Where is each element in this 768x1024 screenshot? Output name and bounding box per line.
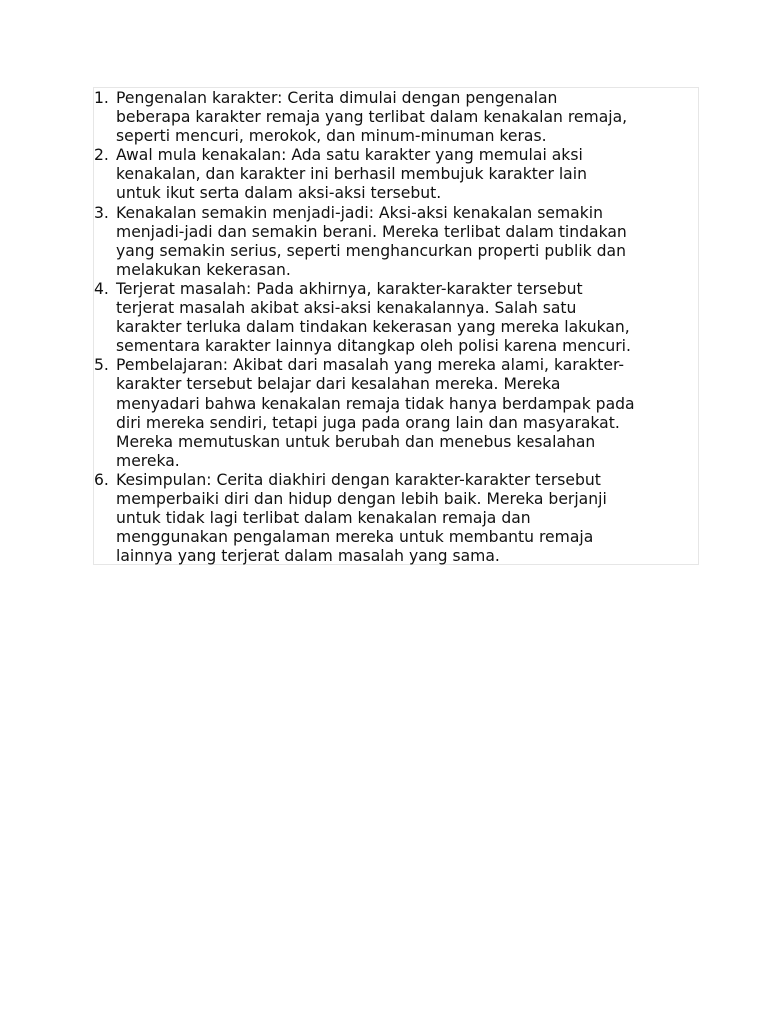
list-item-line: Mereka memutuskan untuk berubah dan menebus kesalahan [116,432,596,451]
list-item-line: Awal mula kenakalan: Ada satu karakter yang memulai aksi [116,146,583,165]
list-item-line: lainnya yang terjerat dalam masalah yang sama. [116,547,500,566]
list-item-line: sementara karakter lainnya ditangkap oleh polisi karena mencuri. [116,337,631,356]
list-item-line: mereka. [116,451,180,470]
list-item-line: menggunakan pengalaman mereka untuk membantu remaja [116,528,594,547]
list-item [94,471,700,566]
list-item [94,280,700,356]
list-item-line: memperbaiki diri dan hidup dengan lebih baik. Mereka berjanji [116,489,607,508]
list-item [94,204,700,280]
list-item-number: 6. [94,470,109,489]
list-item-number: 1. [94,89,109,107]
text-block [93,87,699,565]
list-item [94,89,700,146]
list-item-line: Kesimpulan: Cerita diakhiri dengan karakter-karakter tersebut [116,470,601,489]
list-item-line: melakukan kekerasan. [116,260,291,279]
list-item-line: menyadari bahwa kenakalan remaja tidak hanya berdampak pada [116,394,635,413]
list-item-number: 5. [94,356,109,375]
list-item-line: Pengenalan karakter: Cerita dimulai dengan pengenalan [116,89,558,107]
list-item-line: Pembelajaran: Akibat dari masalah yang mereka alami, karakter- [116,356,624,375]
list-item-line: Terjerat masalah: Pada akhirnya, karakter-karakter tersebut [116,279,583,298]
list-item-line: yang semakin serius, seperti menghancurkan properti publik dan [116,241,626,260]
list-item [94,356,700,471]
list-item-line: terjerat masalah akibat aksi-aksi kenakalannya. Salah satu [116,299,577,318]
list-item [94,146,700,203]
list-item-line: untuk ikut serta dalam aksi-aksi tersebut. [116,184,442,203]
list-item-line: untuk tidak lagi terlibat dalam kenakalan remaja dan [116,509,531,528]
list-item-line: seperti mencuri, merokok, dan minum-minuman keras. [116,127,547,146]
list-item-line: karakter terluka dalam tindakan kekerasan yang mereka lakukan, [116,318,630,337]
list-item-line: kenakalan, dan karakter ini berhasil membujuk karakter lain [116,165,587,184]
list-item-line: beberapa karakter remaja yang terlibat dalam kenakalan remaja, [116,108,628,127]
list-item-number: 2. [94,146,109,165]
list-item-number: 3. [94,203,109,222]
list-item-number: 4. [94,279,109,298]
list-item-line: menjadi-jadi dan semakin berani. Mereka terlibat dalam tindakan [116,222,627,241]
numbered-list [94,89,700,566]
list-item-line: karakter tersebut belajar dari kesalahan mereka. Mereka [116,375,561,394]
list-item-line: Kenakalan semakin menjadi-jadi: Aksi-aksi kenakalan semakin [116,203,603,222]
list-item-line: diri mereka sendiri, tetapi juga pada orang lain dan masyarakat. [116,413,620,432]
